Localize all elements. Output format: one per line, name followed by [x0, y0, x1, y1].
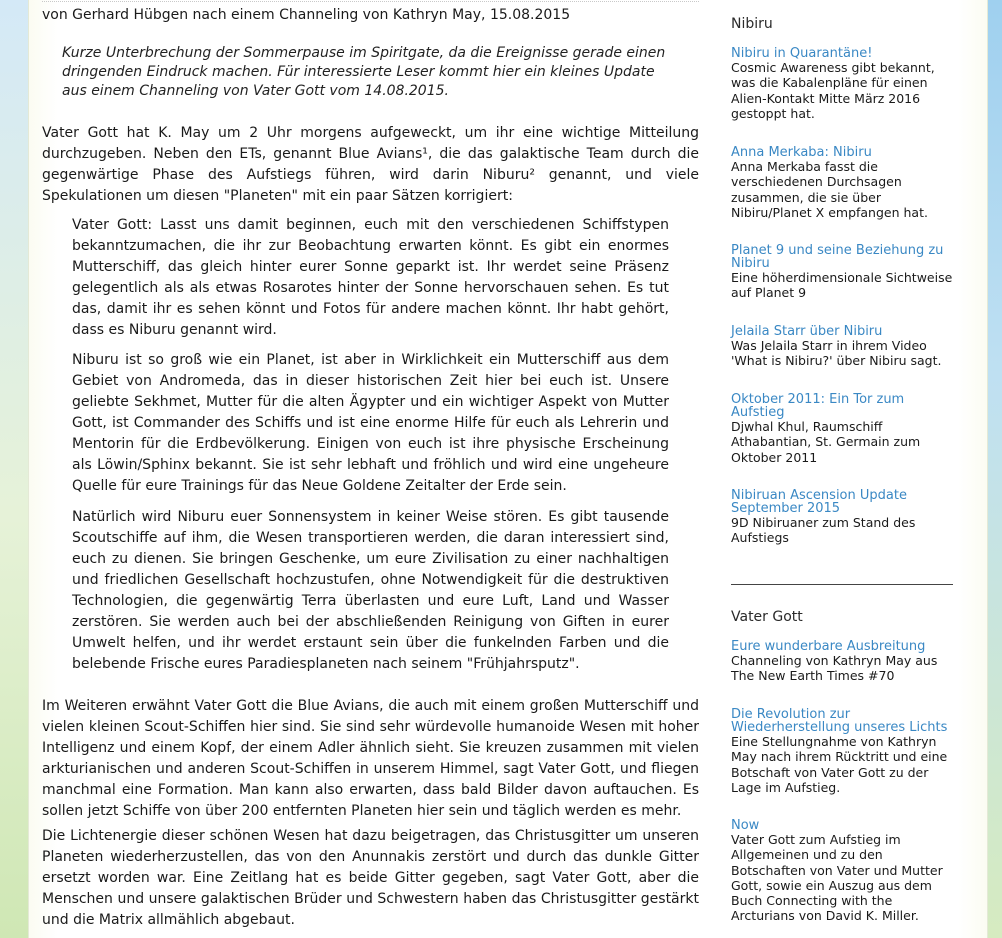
sidebar-description: Was Jelaila Starr in ihrem Video 'What is Nibiru?' über Nibiru sagt.: [731, 338, 942, 369]
page-background-edge: [986, 0, 1002, 938]
sidebar-description: Anna Merkaba fasst die verschiedenen Durchsagen zusammen, die sie über Nibiru/Planet X empfangen hat.: [731, 159, 928, 220]
sidebar-entry: [731, 819, 953, 924]
sidebar-link[interactable]: Eure wunderbare Ausbreitung: [731, 639, 926, 654]
sidebar-description: Eine Stellungnahme von Kathryn May nach ihrem Rücktritt und eine Botschaft von Vater Gott zu der Lage im Aufstieg.: [731, 734, 948, 795]
quote-paragraph: Niburu ist so groß wie ein Planet, ist aber in Wirklichkeit ein Mutterschiff aus dem Gebiet von Andromeda, das in dieser historischen Zeit hier bei euch ist. Unsere geliebte Sekhmet, Mutter für die alten Ägypter und ein wichtiger Aspekt von Mutter Gott, ist Commander des Schiffs und ist eine enorme Hilfe für euch als Lehrerin und Mentorin für die Erdbevölkerung. Einigen von euch ist ihre physische Erscheinung als Löwin/Sphinx bekannt. Sie ist sehr lebhaft und fröhlich und wird eine ungeheure Quelle für eure Trainings für das Neue Goldene Zeitalter der Erde sein.: [72, 352, 669, 494]
sidebar-link[interactable]: Jelaila Starr über Nibiru: [731, 324, 883, 339]
sidebar-description: Channeling von Kathryn May aus The New Earth Times #70: [731, 653, 938, 684]
sidebar: [731, 0, 953, 938]
sidebar-heading-nibiru: Nibiru: [731, 16, 773, 32]
sidebar-entry: [731, 325, 953, 369]
sidebar-entry: [731, 244, 953, 301]
sidebar-description: Djwhal Khul, Raumschiff Athabantian, St. Germain zum Oktober 2011: [731, 419, 921, 465]
sidebar-divider: [731, 584, 953, 585]
sidebar-entry: [731, 708, 953, 795]
sidebar-link[interactable]: Die Revolution zur Wiederherstellung unseres Lichts: [731, 707, 948, 735]
sidebar-link[interactable]: Now: [731, 818, 760, 833]
article-byline: von Gerhard Hübgen nach einem Channeling von Kathryn May, 15.08.2015: [42, 7, 571, 23]
article-paragraph: Vater Gott hat K. May um 2 Uhr morgens aufgeweckt, um ihr eine wichtige Mitteilung durchzugeben. Neben den ETs, genannt Blue Avians¹, die das galaktische Team durch die gegenwärtige Phase des Aufstiegs führen, wird darin Niburu² genannt, und viele Spekulationen um diesen "Planeten" mit ein paar Sätzen korrigiert:: [42, 125, 699, 204]
sidebar-description: Eine höherdimensionale Sichtweise auf Planet 9: [731, 270, 953, 301]
sidebar-entry: [731, 489, 953, 546]
article-paragraph: Die Lichtenergie dieser schönen Wesen hat dazu beigetragen, das Christusgitter um unseren Planeten wiederherzustellen, das von den Anunnakis zerstört und durch das dunkle Gitter ersetzt worden war. Eine Zeitlang hat es beide Gitter gegeben, sagt Vater Gott, aber die Menschen und unsere galaktischen Brüder und Schwestern haben das Christusgitter gestärkt und die Matrix allmählich abgebaut.: [42, 828, 699, 928]
article-paragraph: Im Weiteren erwähnt Vater Gott die Blue Avians, die auch mit einem großen Mutterschiff und vielen kleinen Scout-Schiffen hier sind. Sie sind sehr würdevolle humanoide Wesen mit hoher Intelligenz und einem Kopf, der einem Adler ähnlich sieht. Sie kreuzen zusammen mit vielen arkturianischen und anderen Scout-Schiffen in unserem Himmel, sagt Vater Gott, und fliegen manchmal eine Formation. Man kann also erwarten, dass bald Bilder davon auftauchen. Es sollen jetzt Schiffe von über 200 entfernten Planeten hier sein und täglich werden es mehr.: [42, 698, 699, 819]
sidebar-link[interactable]: Anna Merkaba: Nibiru: [731, 145, 872, 160]
quote-paragraph: Natürlich wird Niburu euer Sonnensystem in keiner Weise stören. Es gibt tausende Scoutschiffe auf ihm, die Wesen transportieren werden, die daran interessiert sind, euch zu dienen. Sie bringen Geschenke, um eure Zivilisation zu einer nachhaltigen und friedlichen Gesellschaft hochzustufen, ohne Notwendigkeit für die destruktiven Technologien, die gegenwärtig Terra überlasten und eure Luft, Land und Wasser zerstören. Sie werden auch bei der abschließenden Reinigung von Giften in eurer Umwelt helfen, und ihr werdet erstaunt sein über die funkelnden Farben und die belebende Frische eures Paradiesplaneten nach seinem "Frühjahrsputz".: [72, 509, 669, 672]
article-intro: Kurze Unterbrechung der Sommerpause im Spiritgate, da die Ereignisse gerade einen dringenden Eindruck machen. Für interessierte Leser kommt hier ein kleines Update aus einem Channeling von Vater Gott vom 14.08.2015.: [62, 45, 666, 99]
sidebar-entry: [731, 146, 953, 220]
sidebar-entry: [731, 393, 953, 465]
sidebar-description: 9D Nibiruaner zum Stand des Aufstiegs: [731, 515, 916, 546]
sidebar-link[interactable]: Oktober 2011: Ein Tor zum Aufstieg: [731, 392, 905, 420]
sidebar-link[interactable]: Nibiruan Ascension Update September 2015: [731, 488, 907, 516]
sidebar-entry: [731, 47, 953, 121]
sidebar-heading-vater-gott: Vater Gott: [731, 609, 803, 625]
top-divider: [42, 1, 699, 2]
page-content: [28, 0, 988, 938]
article: [42, 0, 699, 938]
sidebar-entry: [731, 640, 953, 684]
sidebar-link[interactable]: Planet 9 und seine Beziehung zu Nibiru: [731, 243, 944, 271]
sidebar-link[interactable]: Nibiru in Quarantäne!: [731, 46, 873, 61]
sidebar-description: Cosmic Awareness gibt bekannt, was die Kabalenpläne für einen Alien-Kontakt Mitte März 2016 gestoppt hat.: [731, 60, 935, 121]
sidebar-description: Vater Gott zum Aufstieg im Allgemeinen und zu den Botschaften von Vater und Mutter Gott, sowie ein Auszug aus dem Buch Connecting with the Arcturians von David K. Miller.: [731, 832, 943, 924]
quote-paragraph: Vater Gott: Lasst uns damit beginnen, euch mit den verschiedenen Schiffstypen bekanntzumachen, die ihr zur Beobachtung erwarten könnt. Es gibt ein enormes Mutterschiff, das gleich hinter eurer Sonne geparkt ist. Ihr werdet seine Präsenz gelegentlich als als etwas Rosarotes hinter der Sonne hervorschauen sehen. Es tut das, damit ihr es sehen könnt und Fotos für andere machen könnt. Ihr habt gehört, dass es Niburu genannt wird.: [72, 217, 669, 338]
